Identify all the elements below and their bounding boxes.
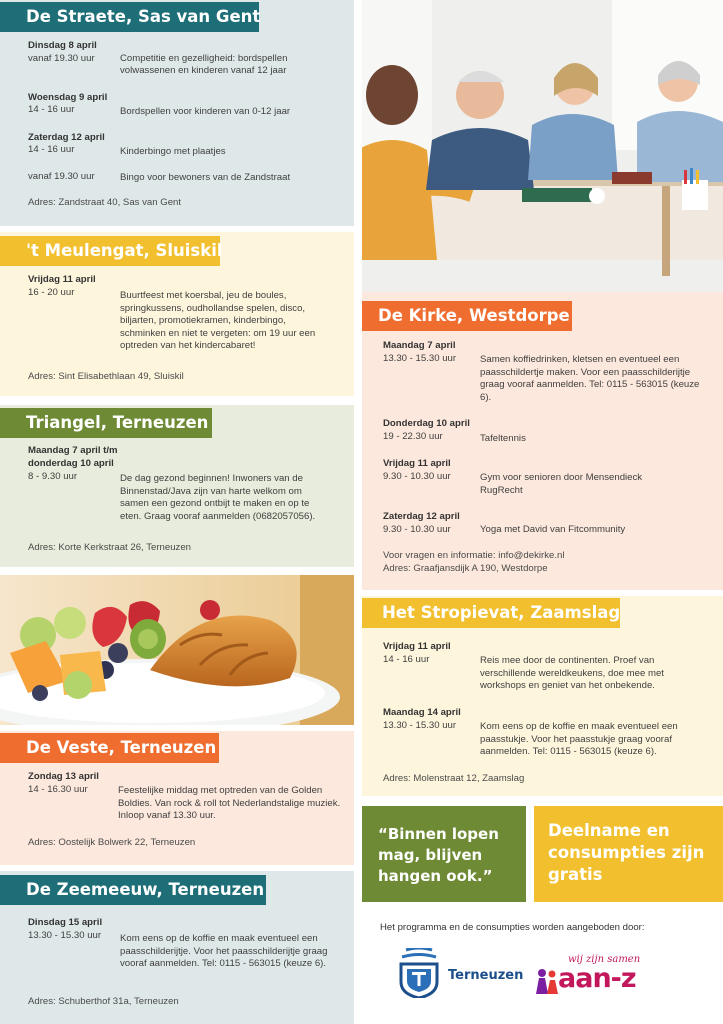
event-desc: Samen koffiedrinken, kletsen en eventueel een paasschildertje maken. Voor een paasschilderijtje graag vooraf aanmelden. Tel: 0115 - 563015 (keuze 6). [480,354,700,403]
event-desc: Bingo voor bewoners van de Zandstraat [120,172,291,183]
event-desc: Kom eens op de koffie en maak eventueel een paasschilderijtje. Voor het paasschilderijtje graag vooraf aanmelden. Tel: 0115 - 563015 (keuze 6). [120,933,328,970]
seniors-image [362,0,723,292]
event-desc: Bordspellen voor kinderen van 0-12 jaar [120,106,291,117]
sponsor-text: Het programma en de consumpties worden aangeboden door: [380,922,645,933]
event-time: vanaf 19.30 uur [28,171,95,182]
event-date: Vrijdag 11 april [383,641,451,652]
event-desc: Kom eens op de koffie en maak eventueel een paasstukje. Voor het paasstukje graag vooraf aanmelden. Tel: 0115 - 563015 (keuze 6). [480,721,678,758]
event-time: 9.30 - 10.30 uur [383,471,451,482]
event-date: Zaterdag 12 april [28,132,105,143]
straete-events [28,40,348,220]
event-date: Vrijdag 11 april [383,458,451,469]
terneuzen-logo [398,948,528,998]
aanz-logo [536,954,666,998]
zeemeeuw-events [28,917,348,987]
event-date: Zaterdag 12 april [383,511,460,522]
event-date: Dinsdag 15 april [28,917,103,928]
meulengat-events [28,274,348,364]
event-time: 8 - 9.30 uur [28,471,78,482]
event-date: Vrijdag 11 april [28,274,96,285]
straete-address: Adres: Zandstraat 40, Sas van Gent [28,197,182,208]
event-desc: Reis mee door de continenten. Proef van verschillende wereldkeukens, doe mee met workshops en geniet van het onbekende. [480,655,664,692]
terneuzen-logo-text: Terneuzen [448,968,524,983]
event-date: Woensdag 9 april [28,92,108,103]
event-desc: De dag gezond beginnen! Inwoners van de Binnenstad/Java zijn van harte welkom om samen een gezond ontbijt te maken en op te eten. Graag vooraf aanmelden (0682057056). [120,473,316,522]
triangel-address: Adres: Korte Kerkstraat 26, Terneuzen [28,542,192,553]
triangel-title: Triangel, Terneuzen [0,408,212,438]
event-time: 13.30 - 15.30 uur [383,720,457,731]
people-icon [536,968,558,994]
event-date: Maandag 14 april [383,707,461,718]
event-time: 9.30 - 10.30 uur [383,524,451,535]
straete-title: De Straete, Sas van Gent [0,2,259,32]
event-time: 14 - 16 uur [28,144,75,155]
zeemeeuw-title: De Zeemeeuw, Terneuzen [0,875,266,905]
quote-green-text: “Binnen lopen mag, blijven hangen ook.” [378,825,499,885]
veste-title: De Veste, Terneuzen [0,733,219,763]
event-date: Maandag 7 april [383,340,456,351]
event-date: Donderdag 10 april [383,418,470,429]
kirke-title: De Kirke, Westdorpe [362,301,572,331]
terneuzen-crest-icon [398,948,440,998]
stropievat-events [383,641,713,761]
quote-yellow-text: Deelname en consumpties zijn gratis [548,821,705,884]
event-desc: Tafeltennis [480,433,526,444]
kirke-address: Adres: Graafjansdijk A 190, Westdorpe [383,563,548,574]
event-time: 14 - 16 uur [383,653,430,665]
stropievat-address: Adres: Molenstraat 12, Zaamslag [383,773,525,784]
event-date: Maandag 7 april t/m [28,445,118,456]
event-time: vanaf 19.30 uur [28,52,95,64]
event-desc: Buurtfeest met koersbal, jeu de boules, springkussens, oudhollandse spelen, disco, biljarten, promotiekramen, kinderbingo, schminken en niet te vergeten: om 19 uur een optreden van het kindercabaret! [120,290,316,352]
aanz-logo-tagline: wij zijn samen [568,954,641,965]
event-time: 13.30 - 15.30 uur [383,352,457,364]
aanz-logo-main: aan-z [558,963,636,994]
event-desc: Kinderbingo met plaatjes [120,146,226,157]
meulengat-title: 't Meulengat, Sluiskil [0,236,220,266]
event-time: 14 - 16 uur [28,104,75,115]
event-time: 14 - 16.30 uur [28,783,88,795]
event-desc: Gym voor senioren door Mensendieck RugRecht [480,472,643,496]
event-desc: Feestelijke middag met optreden van de Golden Boldies. Van rock & roll tot Nederlandstalige muziek. Inloop vanaf 13.30 uur. [118,785,341,822]
veste-events [28,771,348,831]
event-desc: Competitie en gezelligheid: bordspellen volwassenen en kinderen vanaf 12 jaar [120,52,288,77]
breakfast-image [0,575,354,725]
kirke-info: Voor vragen en informatie: info@dekirke.nl [383,550,565,561]
stropievat-title: Het Stropievat, Zaamslag [362,598,620,628]
event-date: Dinsdag 8 april [28,40,97,51]
kirke-events [383,340,713,540]
event-date-2: donderdag 10 april [28,457,114,469]
seniors-photo [362,0,723,292]
event-date: Zondag 13 april [28,771,99,782]
breakfast-photo [0,575,354,725]
meulengat-address: Adres: Sint Elisabethlaan 49, Sluiskil [28,371,184,382]
event-time: 16 - 20 uur [28,286,75,298]
triangel-events [28,445,348,535]
veste-address: Adres: Oostelijk Bolwerk 22, Terneuzen [28,837,196,848]
zeemeeuw-address: Adres: Schuberthof 31a, Terneuzen [28,996,179,1007]
event-time: 13.30 - 15.30 uur [28,929,102,941]
event-time: 19 - 22.30 uur [383,431,443,442]
event-desc: Yoga met David van Fitcommunity [480,524,626,535]
